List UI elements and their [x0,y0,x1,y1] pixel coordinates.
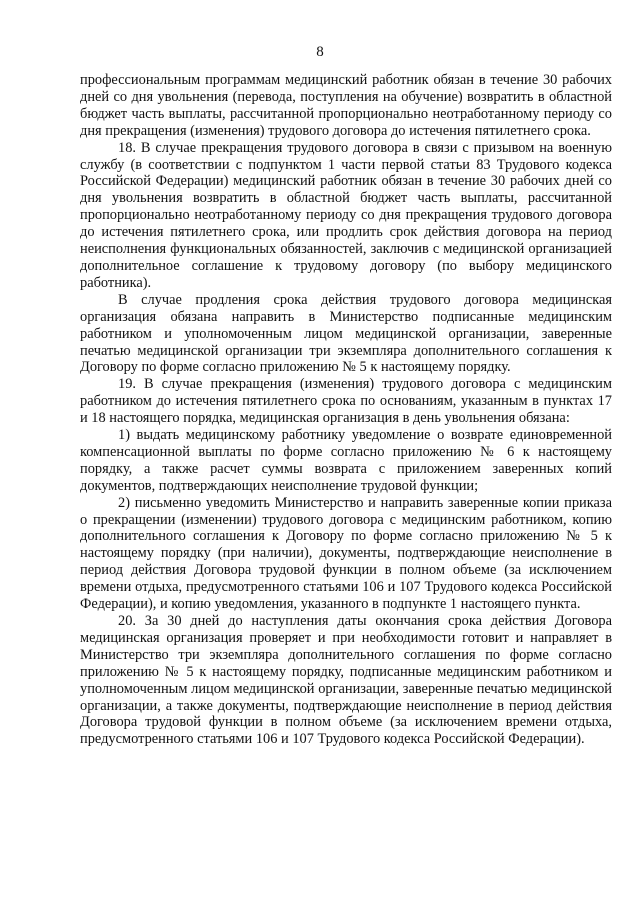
paragraph-continuation: профессиональным программам медицинский работник обязан в течение 30 рабочих дней со дня увольнения (перевода, поступления на обучение) возвратить в областной бюджет часть выплаты, рассчитанной пропорционально неотработанному периоду со дня прекращения (изменения) трудового договора до истечения пятилетнего срока. [80,72,612,139]
document-body [80,72,612,748]
page-number: 8 [316,44,324,60]
paragraph-subitem-2: 2) письменно уведомить Министерство и направить заверенные копии приказа о прекращении (изменении) трудового договора с медицинским работником, копию дополнительного соглашения к Договору по форме согласно приложению № 5 к настоящему порядку (при наличии), документы, подтверждающие неисполнение в период действия Договора трудовой функции в полном объеме (за исключением времени отдыха, предусмотренного статьями 106 и 107 Трудового кодекса Российской Федерации), и копию уведомления, указанного в подпункте 1 настоящего пункта. [80,494,612,613]
paragraph-subitem-1: 1) выдать медицинскому работнику уведомление о возврате единовременной компенсационной выплаты по форме согласно приложению № 6 к настоящему порядку, а также расчет суммы возврата с приложением заверенных копий документов, подтверждающих неисполнение трудовой функции; [80,427,612,494]
paragraph-item-19: 19. В случае прекращения (изменения) трудового договора с медицинским работником до истечения пятилетнего срока по основаниям, указанным в пунктах 17 и 18 настоящего порядка, медицинская организация в день увольнения обязана: [80,376,612,427]
paragraph-item-20: 20. За 30 дней до наступления даты окончания срока действия Договора медицинская организация проверяет и при необходимости готовит и направляет в Министерство три экземпляра дополнительного соглашения по форме согласно приложению № 5 к настоящему порядку, подписанные медицинским работником и уполномоченным лицом медицинской организации, заверенные печатью медицинской организации, а также документы, подтверждающие неисполнение в период действия Договора трудовой функции в полном объеме (за исключением времени отдыха, предусмотренного статьями 106 и 107 Трудового кодекса Российской Федерации). [80,613,612,748]
paragraph-extension: В случае продления срока действия трудового договора медицинская организация обязана направить в Министерство подписанные медицинским работником и уполномоченным лицом медицинской организации, заверенные печатью медицинской организации три экземпляра дополнительного соглашения к Договору по форме согласно приложению № 5 к настоящему порядку. [80,291,612,376]
paragraph-item-18: 18. В случае прекращения трудового договора в связи с призывом на военную службу (в соответствии с подпунктом 1 части первой статьи 83 Трудового кодекса Российской Федерации) медицинский работник обязан в течение 30 рабочих дней со дня увольнения возвратить в областной бюджет часть выплаты, рассчитанной пропорционально неотработанному периоду со дня прекращения трудового договора до истечения пятилетнего срока, или продлить срок действия договора на период неисполнения функциональных обязанностей, заключив с медицинской организацией дополнительное соглашение к трудовому договору (по выбору медицинского работника). [80,139,612,291]
